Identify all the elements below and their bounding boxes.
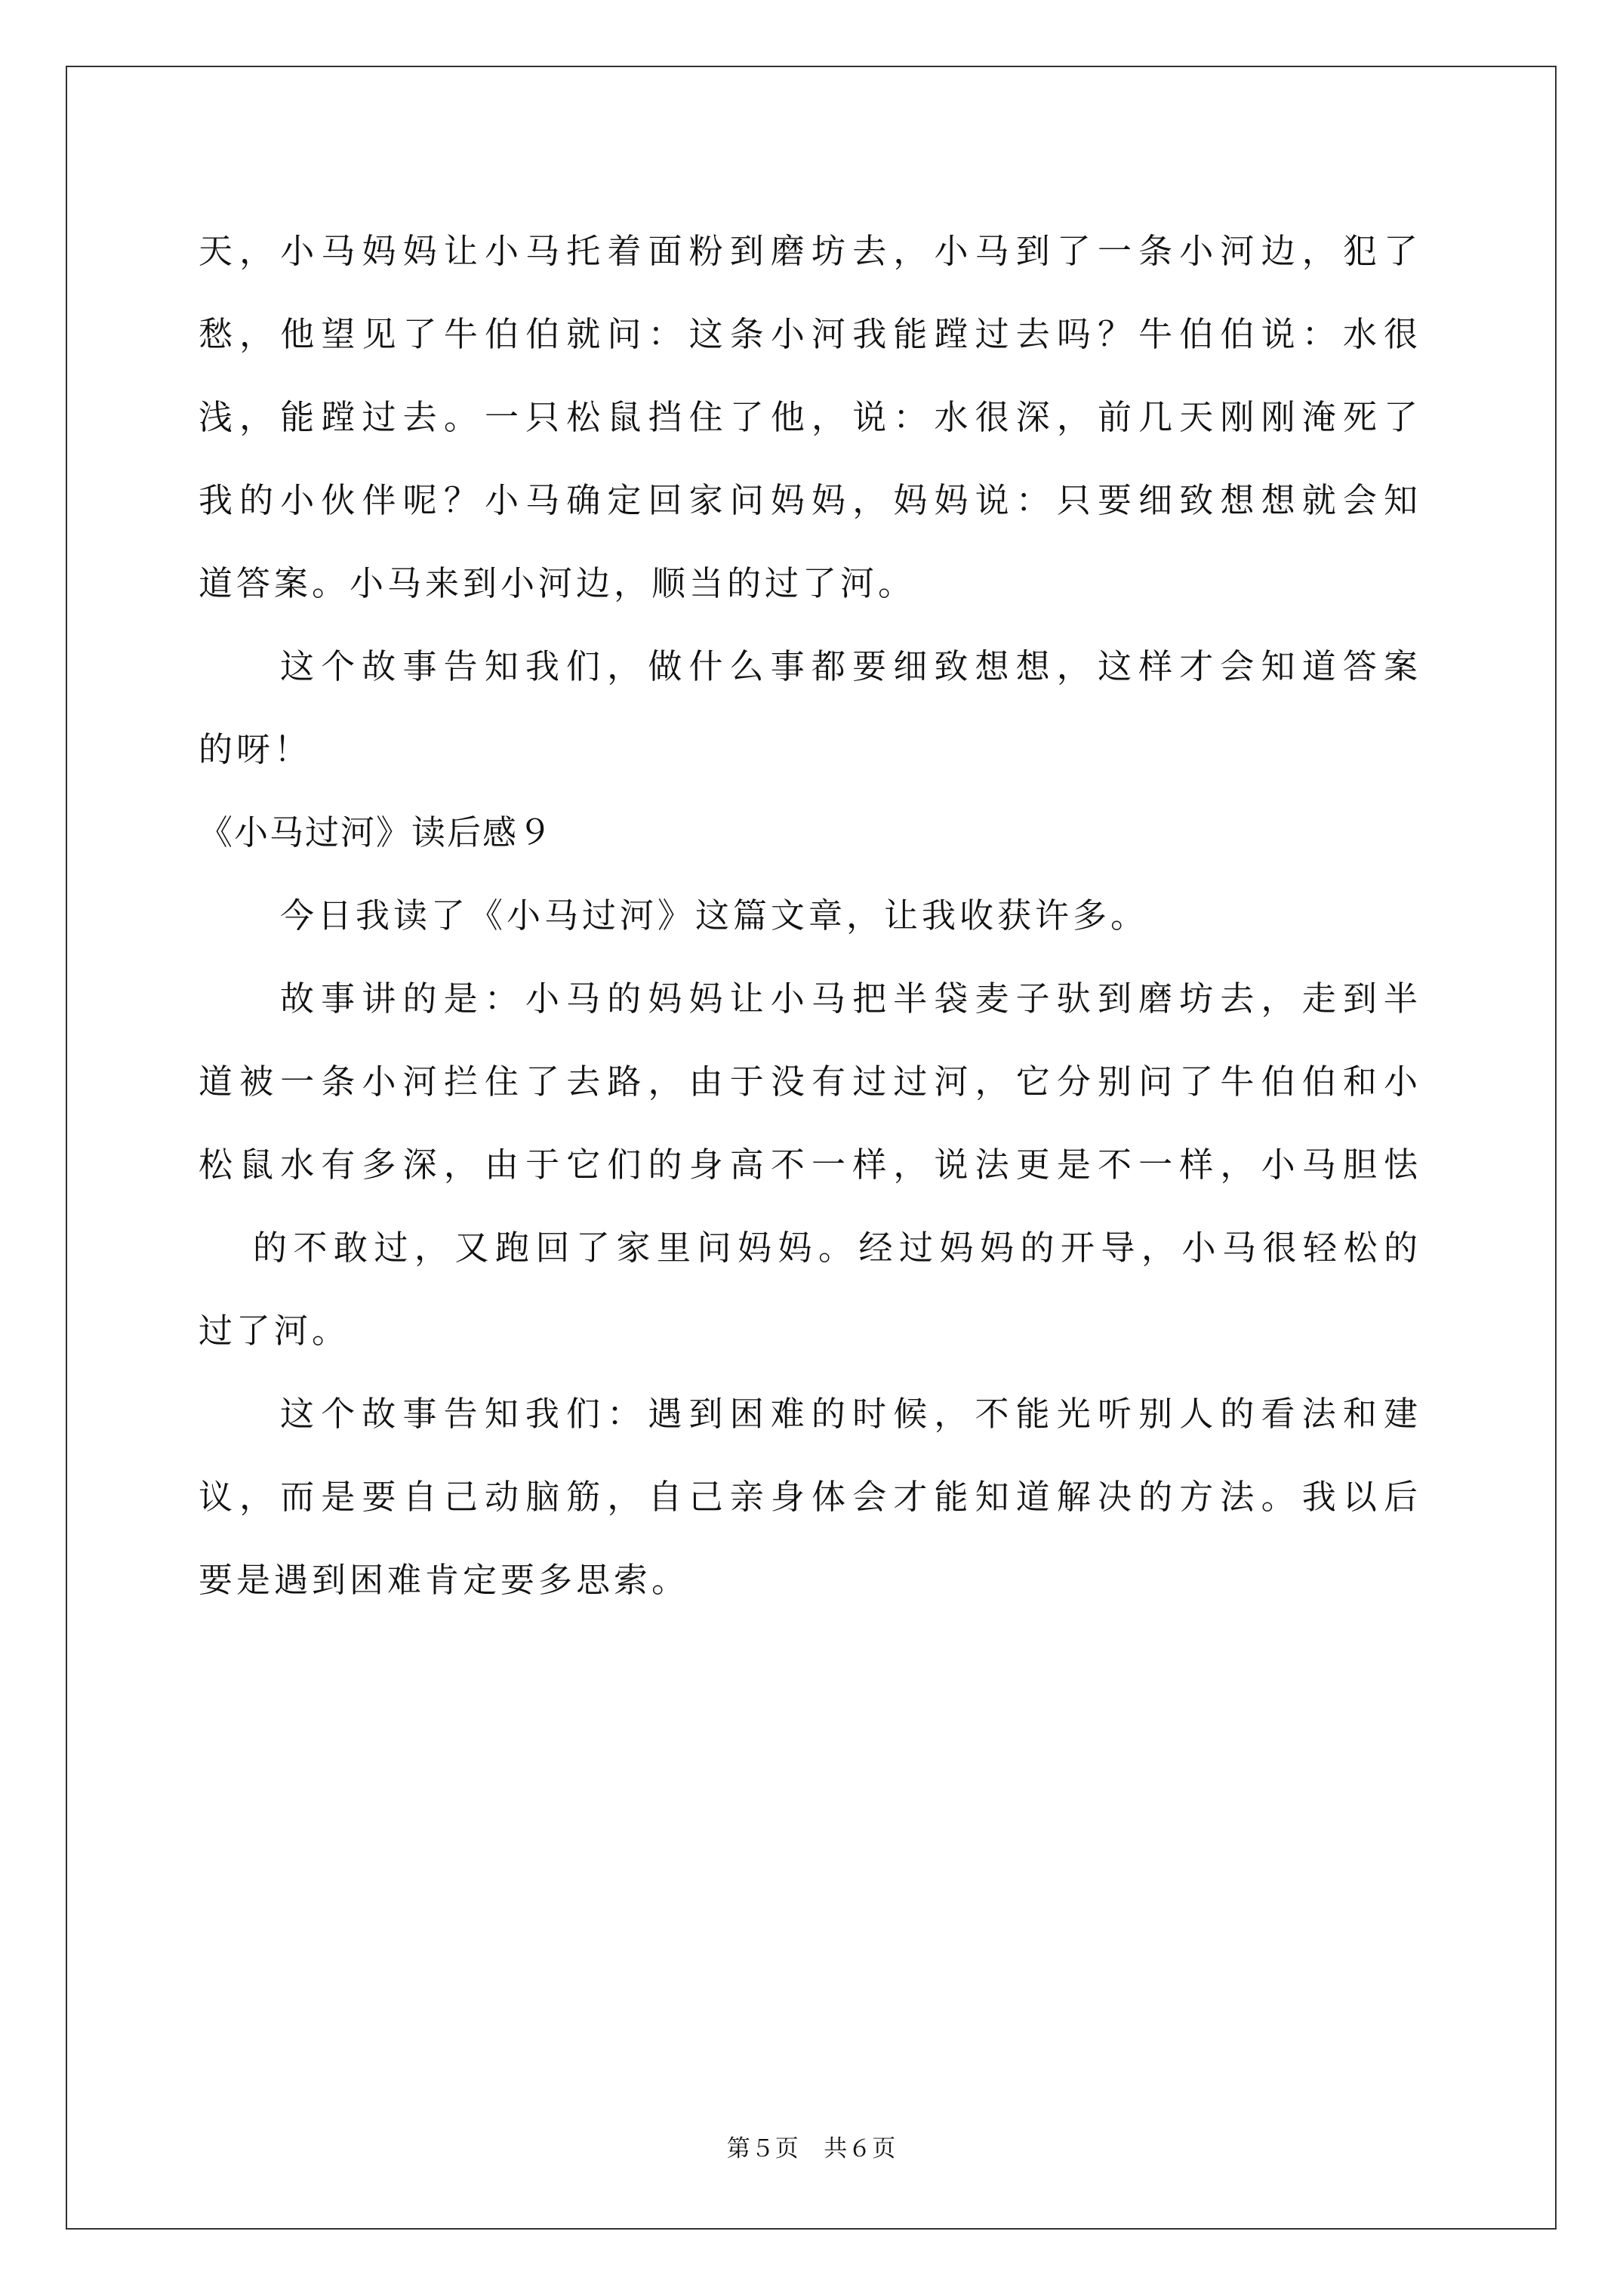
text-line: 这个故事告知我们：遇到困难的时候，不能光听别人的看法和建 [280,1394,1421,1434]
text-line: 要是遇到困难肯定要多思索。 [199,1560,690,1600]
page-total: 共６页 [824,2135,897,2162]
text-line: 天，小马妈妈让小马托着面粉到磨坊去，小马到了一条小河边，犯了 [199,231,1421,271]
text-line: 故事讲的是：小马的妈妈让小马把半袋麦子驮到磨坊去，走到半 [280,978,1421,1019]
page-number: 第５页 [726,2135,799,2162]
text-line: 的呀！ [199,729,313,769]
text-line: 过了河。 [199,1311,350,1351]
section-heading: 《小马过河》读后感９ [199,812,554,852]
document-body [199,210,1421,1622]
text-line: 这个故事告知我们，做什么事都要细致想想，这样才会知道答案 [280,646,1421,686]
text-line: 议，而是要自己动脑筋，自己亲身体会才能知道解决的方法。我以后 [199,1477,1421,1517]
text-line: 的不敢过，又跑回了家里问妈妈。经过妈妈的开导，小马很轻松的 [253,1228,1421,1268]
text-line: 愁，他望见了牛伯伯就问：这条小河我能蹚过去吗？牛伯伯说：水很 [199,314,1421,354]
text-line: 浅，能蹚过去。一只松鼠挡住了他，说：水很深，前几天刚刚淹死了 [199,397,1421,437]
text-line: 道答案。小马来到小河边，顺当的过了河。 [199,563,916,603]
text-line: 道被一条小河拦住了去路，由于没有过过河，它分别问了牛伯伯和小 [199,1062,1421,1102]
page-footer [0,2129,1623,2163]
text-line: 我的小伙伴呢？小马确定回家问妈妈，妈妈说：只要细致想想就会知 [199,480,1421,520]
text-line: 松鼠水有多深，由于它们的身高不一样，说法更是不一样，小马胆怯 [199,1145,1421,1185]
text-line: 今日我读了《小马过河》这篇文章，让我收获许多。 [280,895,1149,935]
